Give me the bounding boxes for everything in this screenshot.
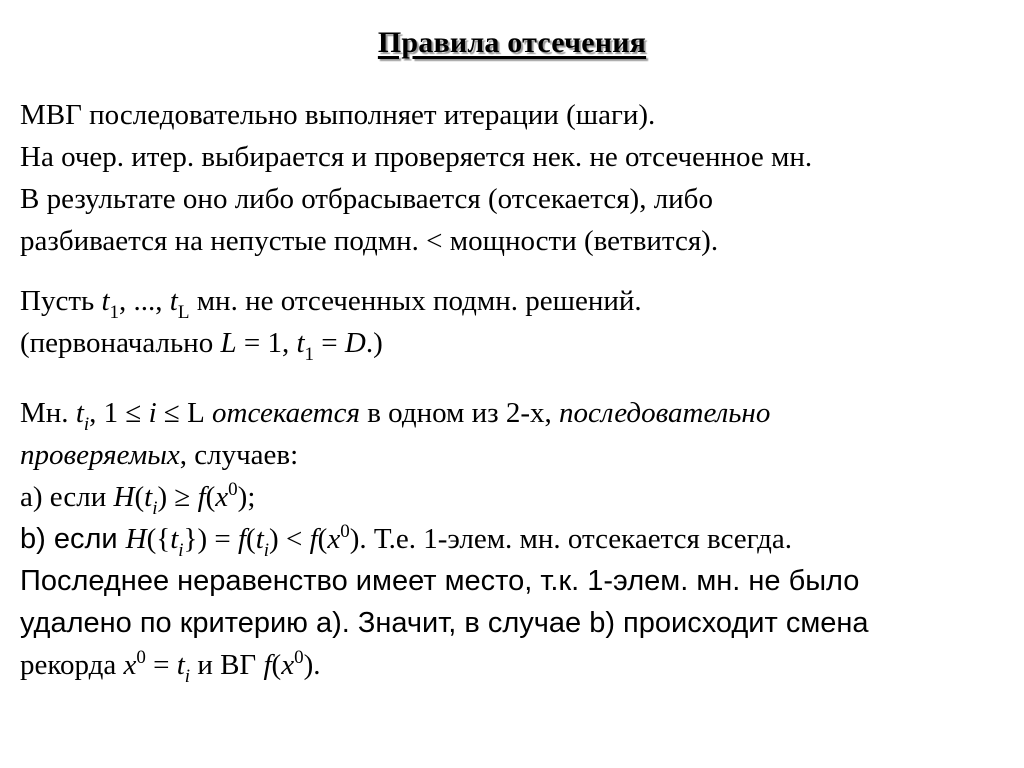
math-superscript: 0 [228, 479, 238, 500]
text-fragment: ≤ [156, 397, 188, 429]
text-fragment: (первоначально [20, 327, 221, 359]
math-var: L [187, 397, 205, 429]
text-fragment: 1, [267, 327, 297, 359]
math-op: = [314, 327, 345, 359]
math-subscript: i [152, 498, 158, 519]
emphasis-text: отсекается [204, 397, 360, 429]
math-superscript: 0 [294, 647, 304, 668]
math-paren: ( [271, 649, 282, 681]
math-subscript: i [184, 666, 191, 687]
math-var: L [220, 327, 237, 359]
math-paren: ) [269, 523, 279, 555]
text-line [20, 322, 1010, 364]
text-fragment: удалено по критерию a). Значит, в случае [20, 607, 590, 639]
math-var: x [327, 523, 341, 555]
text-fragment: ). Т.е. 1-элем. мн. отсекается всегда. [349, 523, 792, 555]
math-subscript: i [178, 540, 184, 561]
text-fragment: Мн. [20, 397, 76, 429]
math-paren: }) [183, 523, 208, 555]
math-paren: ( [134, 481, 145, 513]
math-var: i [148, 397, 157, 429]
emphasis-text: проверяемых [20, 439, 180, 471]
math-op: = [207, 523, 238, 555]
text-line: разбивается на непустые подмн. < мощности (ветвится). [20, 225, 719, 257]
text-fragment: Пусть [20, 285, 102, 317]
text-fragment: мн. не отсеченных подмн. решений. [189, 285, 642, 317]
math-var: t [296, 327, 305, 359]
math-paren: ( [317, 523, 328, 555]
math-paren: ( [205, 481, 216, 513]
math-var: H [113, 481, 135, 513]
text-line [20, 602, 1010, 644]
math-superscript: 0 [136, 647, 146, 668]
math-subscript: 1 [109, 302, 120, 323]
text-line: На очер. итер. выбирается и проверяется нек. не отсеченное мн. [20, 141, 813, 173]
math-var: t [169, 285, 178, 317]
text-fragment: .) [365, 327, 383, 359]
text-fragment: и ВГ [190, 649, 264, 681]
math-var: f [197, 481, 206, 513]
math-var: t [101, 285, 110, 317]
math-var: x [215, 481, 229, 513]
math-paren: ) [157, 481, 168, 513]
math-subscript: 1 [304, 344, 315, 365]
text-fragment: ). [303, 649, 321, 681]
math-op: < [278, 523, 310, 555]
text-fragment: ); [237, 481, 256, 513]
math-subscript: i [263, 540, 270, 561]
math-subscript: L [177, 302, 190, 323]
text-fragment: a) если [20, 481, 114, 513]
math-op: = [236, 327, 268, 359]
math-var: H [125, 523, 147, 555]
math-superscript: 0 [340, 521, 350, 542]
paragraph-intro [20, 94, 1010, 262]
text-line: В результате оно либо отбрасывается (отсекается), либо [20, 183, 713, 215]
emphasis-text: последовательно [559, 397, 771, 429]
text-line: Последнее неравенство имеет место, т.к. 1-элем. мн. не было [20, 565, 860, 597]
math-op: = [145, 649, 177, 681]
paragraph-rules [20, 392, 1010, 686]
text-line [20, 392, 1010, 434]
text-fragment: b) если [20, 523, 126, 555]
text-fragment: , ..., [119, 285, 170, 317]
math-subscript: i [83, 414, 90, 435]
text-fragment: ) происходит смена [605, 607, 869, 639]
math-var: D [344, 327, 366, 359]
math-var: x [123, 649, 137, 681]
text-fragment: , случаев: [179, 439, 299, 471]
slide-title: Правила отсечения [377, 26, 647, 59]
text-fragment: в одном из 2-х, [359, 397, 560, 429]
math-paren: ({ [146, 523, 171, 555]
text-line: МВГ последовательно выполняет итерации (шаги). [20, 99, 656, 131]
text-line [20, 644, 1010, 686]
text-fragment: b [589, 607, 606, 639]
text-fragment: , 1 ≤ [89, 397, 149, 429]
math-var: t [75, 397, 84, 429]
math-var: f [309, 523, 318, 555]
math-var: t [176, 649, 185, 681]
math-var: t [255, 523, 264, 555]
paragraph-definition [20, 280, 1010, 364]
math-paren: ( [246, 523, 256, 555]
math-var: t [144, 481, 153, 513]
text-line [20, 476, 1010, 518]
math-op: ≥ [167, 481, 198, 513]
math-var: x [281, 649, 295, 681]
text-fragment: рекорда [20, 649, 124, 681]
text-line [20, 280, 1010, 322]
text-line [20, 434, 1010, 476]
math-var: f [263, 649, 272, 681]
math-var: f [237, 523, 247, 555]
text-line [20, 518, 1010, 560]
math-var: t [170, 523, 179, 555]
